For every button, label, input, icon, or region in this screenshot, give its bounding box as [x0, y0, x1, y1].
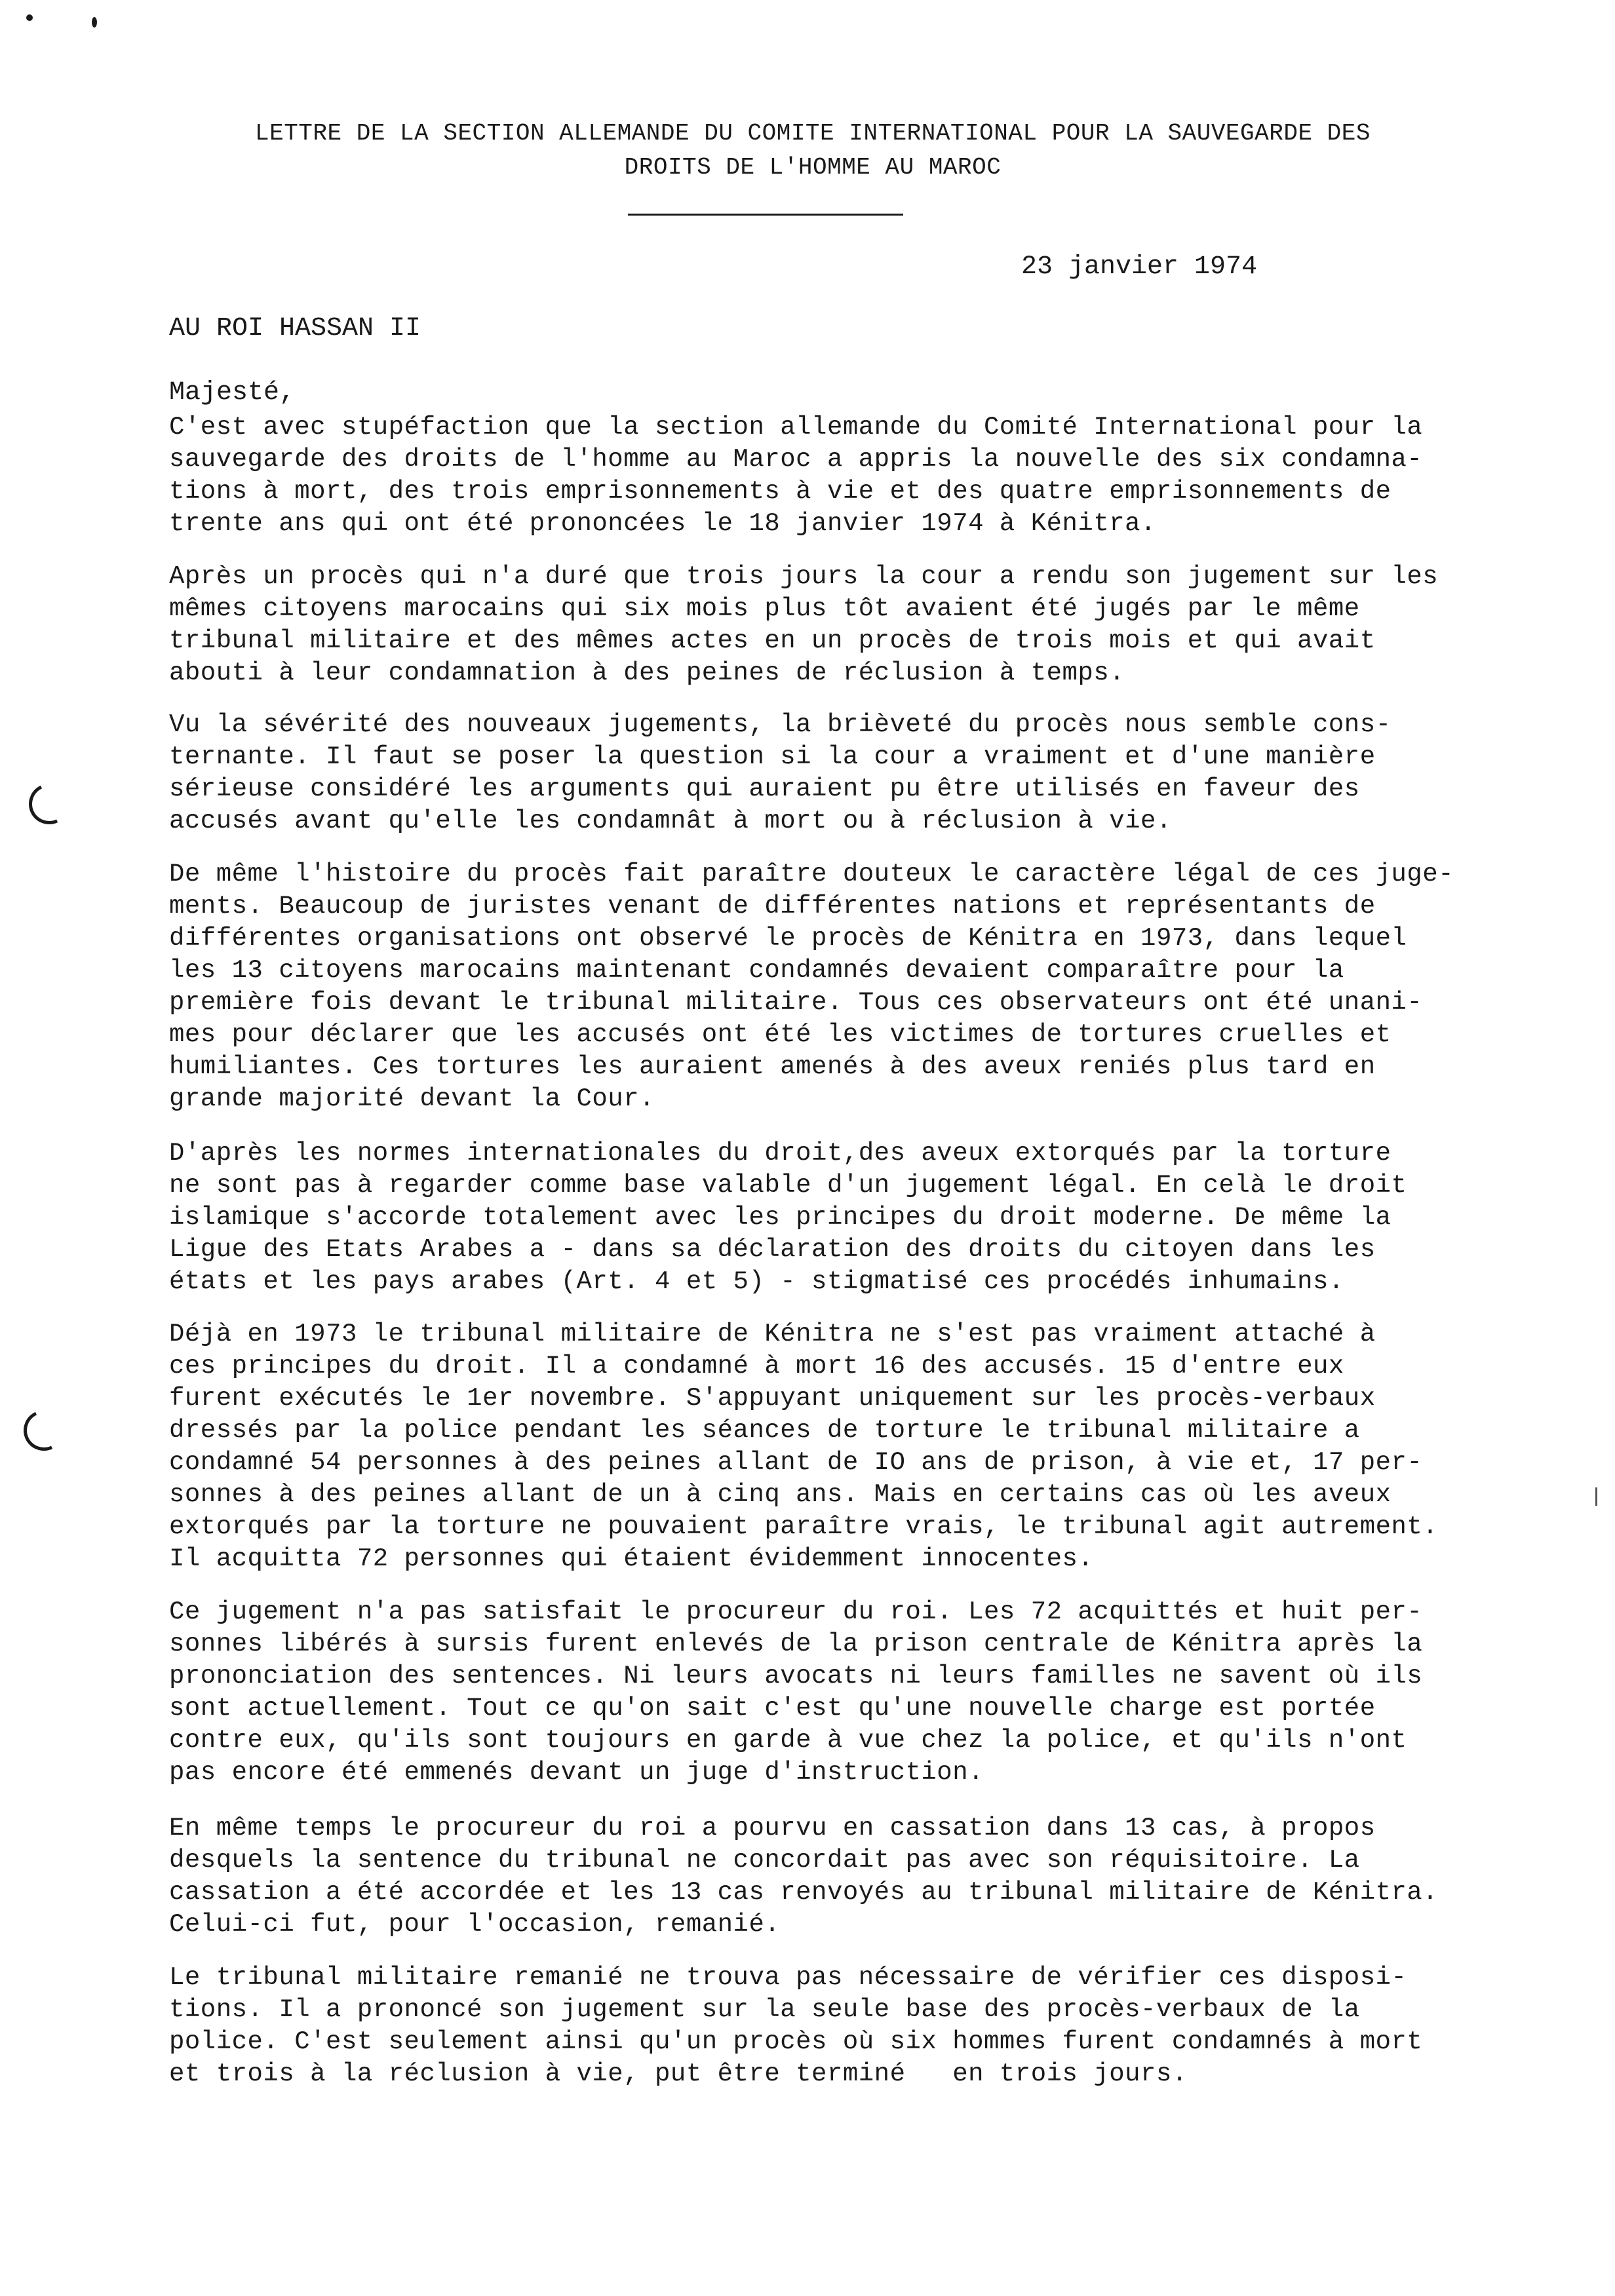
text-line: Ligue des Etats Arabes a - dans sa déclaration des droits du citoyen dans les — [169, 1235, 1376, 1264]
text-line: Après un procès qui n'a duré que trois jours la cour a rendu son jugement sur les — [169, 562, 1439, 591]
paragraph-4 — [169, 858, 1532, 1115]
letter-title-line: DROITS DE L'HOMME AU MAROC — [624, 154, 1002, 181]
text-line: ne sont pas à regarder comme base valable d'un jugement légal. En celà le droit — [169, 1171, 1407, 1200]
text-line: différentes organisations ont observé le procès de Kénitra en 1973, dans lequel — [169, 924, 1407, 953]
text-line: furent exécutés le 1er novembre. S'appuyant uniquement sur les procès-verbaux — [169, 1384, 1376, 1413]
text-line: états et les pays arabes (Art. 4 et 5) - stigmatisé ces procédés inhumains. — [169, 1267, 1344, 1296]
scan-speck — [26, 14, 33, 21]
title-underline — [628, 214, 903, 216]
letter-date: 23 janvier 1974 — [1021, 252, 1258, 282]
scan-edge-mark — [1595, 1487, 1597, 1506]
text-line: ces principes du droit. Il a condamné à mort 16 des accusés. 15 d'entre eux — [169, 1352, 1344, 1381]
letter-recipient: AU ROI HASSAN II — [169, 314, 421, 343]
text-line: sérieuse considéré les arguments qui auraient pu être utilisés en faveur des — [169, 775, 1360, 803]
text-line: sonnes à des peines allant de un à cinq ans. Mais en certains cas où les aveux — [169, 1480, 1391, 1509]
text-line: tions à mort, des trois emprisonnements à vie et des quatre emprisonnements de — [169, 477, 1391, 506]
text-line: tribunal militaire et des mêmes actes en un procès de trois mois et qui avait — [169, 626, 1376, 655]
text-line: sonnes libérés à sursis furent enlevés de la prison centrale de Kénitra après la — [169, 1630, 1423, 1658]
text-line: islamique s'accorde totalement avec les principes du droit moderne. De même la — [169, 1203, 1391, 1232]
paragraph-9 — [169, 1962, 1532, 2090]
text-line: Le tribunal militaire remanié ne trouva pas nécessaire de vérifier ces disposi- — [169, 1963, 1407, 1992]
text-line: tions. Il a prononcé son jugement sur la seule base des procès-verbaux de la — [169, 1995, 1360, 2024]
text-line: D'après les normes internationales du droit,des aveux extorqués par la torture — [169, 1139, 1391, 1168]
text-line: dressés par la police pendant les séances de torture le tribunal militaire a — [169, 1416, 1360, 1445]
scan-speck — [92, 17, 97, 28]
text-line: les 13 citoyens marocains maintenant condamnés devaient comparaître pour la — [169, 956, 1344, 985]
paragraph-5 — [169, 1138, 1532, 1298]
text-line: extorqués par la torture ne pouvaient paraître vrais, le tribunal agit autrement. — [169, 1512, 1439, 1541]
text-line: desquels la sentence du tribunal ne concordait pas avec son réquisitoire. La — [169, 1846, 1360, 1875]
paragraph-8 — [169, 1812, 1532, 1941]
text-line: Vu la sévérité des nouveaux jugements, la brièveté du procès nous semble cons- — [169, 710, 1391, 739]
text-line: humiliantes. Ces tortures les auraient amenés à des aveux reniés plus tard en — [169, 1052, 1376, 1081]
paragraph-3 — [169, 709, 1532, 837]
text-line: sont actuellement. Tout ce qu'on sait c'est qu'une nouvelle charge est portée — [169, 1694, 1376, 1723]
text-line: Déjà en 1973 le tribunal militaire de Kénitra ne s'est pas vraiment attaché à — [169, 1320, 1376, 1349]
text-line: grande majorité devant la Cour. — [169, 1084, 655, 1113]
text-line: Ce jugement n'a pas satisfait le procureur du roi. Les 72 acquittés et huit per- — [169, 1598, 1423, 1626]
letter-title — [118, 117, 1508, 185]
text-line: cassation a été accordée et les 13 cas renvoyés au tribunal militaire de Kénitra. — [169, 1878, 1439, 1907]
text-line: condamné 54 personnes à des peines allant de IO ans de prison, à vie et, 17 per- — [169, 1448, 1423, 1477]
text-line: prononciation des sentences. Ni leurs avocats ni leurs familles ne savent où ils — [169, 1662, 1423, 1691]
text-line: De même l'histoire du procès fait paraître douteux le caractère légal de ces juge- — [169, 860, 1454, 889]
text-line: abouti à leur condamnation à des peines de réclusion à temps. — [169, 659, 1125, 687]
text-line: Celui-ci fut, pour l'occasion, remanié. — [169, 1910, 781, 1939]
text-line: C'est avec stupéfaction que la section allemande du Comité International pour la — [169, 413, 1423, 442]
binder-hole-mark — [18, 1404, 69, 1456]
paragraph-7 — [169, 1596, 1532, 1789]
text-line: mes pour déclarer que les accusés ont été les victimes de tortures cruelles et — [169, 1020, 1391, 1049]
text-line: accusés avant qu'elle les condamnât à mort ou à réclusion à vie. — [169, 807, 1172, 835]
text-line: et trois à la réclusion à vie, put être terminé en trois jours. — [169, 2059, 1188, 2088]
letter-title-line: LETTRE DE LA SECTION ALLEMANDE DU COMITE INTERNATIONAL POUR LA SAUVEGARDE DES — [255, 120, 1371, 147]
binder-hole-mark — [23, 778, 75, 830]
text-line: pas encore été emmenés devant un juge d'instruction. — [169, 1758, 984, 1787]
text-line: mêmes citoyens marocains qui six mois plus tôt avaient été jugés par le même — [169, 594, 1360, 623]
text-line: Il acquitta 72 personnes qui étaient évidemment innocentes. — [169, 1544, 1094, 1573]
text-line: sauvegarde des droits de l'homme au Maroc a appris la nouvelle des six condamna- — [169, 445, 1423, 474]
text-line: première fois devant le tribunal militaire. Tous ces observateurs ont été unani- — [169, 988, 1423, 1017]
text-line: contre eux, qu'ils sont toujours en garde à vue chez la police, et qu'ils n'ont — [169, 1726, 1407, 1755]
text-line: police. C'est seulement ainsi qu'un procès où six hommes furent condamnés à mort — [169, 2027, 1423, 2056]
text-line: En même temps le procureur du roi a pourvu en cassation dans 13 cas, à propos — [169, 1814, 1376, 1843]
text-line: ments. Beaucoup de juristes venant de différentes nations et représentants de — [169, 892, 1376, 921]
text-line: ternante. Il faut se poser la question si la cour a vraiment et d'une manière — [169, 742, 1376, 771]
paragraph-1 — [169, 411, 1532, 540]
letter-salutation: Majesté, — [169, 378, 296, 408]
paragraph-6 — [169, 1318, 1532, 1575]
text-line: trente ans qui ont été prononcées le 18 janvier 1974 à Kénitra. — [169, 509, 1156, 538]
paragraph-2 — [169, 561, 1532, 689]
